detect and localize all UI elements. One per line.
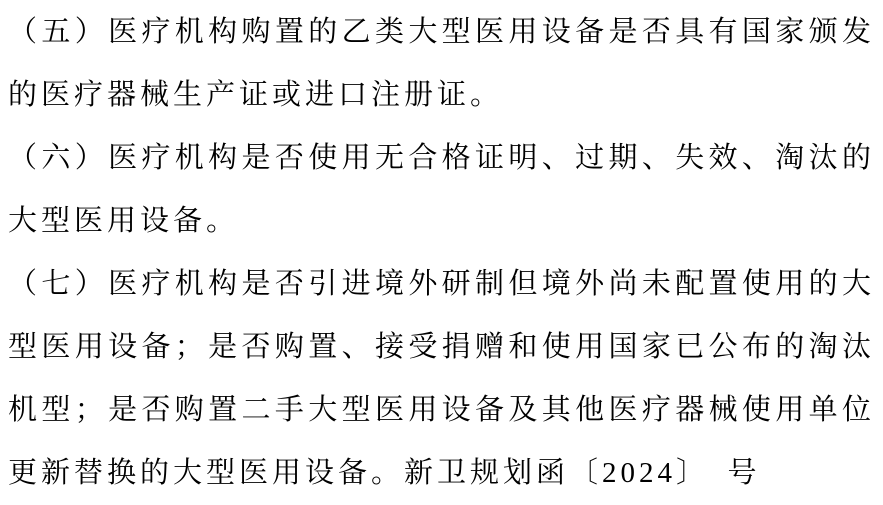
paragraph-item-7: （七）医疗机构是否引进境外研制但境外尚未配置使用的大型医用设备；是否购置、接受捐赠和使用国家已公布的淘汰机型；是否购置二手大型医用设备及其他医疗器械使用单位更新替换的大型医用设备。新卫规划函〔2024〕 号 [8,268,875,489]
paragraph-item-6: （六）医疗机构是否使用无合格证明、过期、失效、淘汰的大型医用设备。 [8,142,875,237]
paragraph-item-5: （五）医疗机构购置的乙类大型医用设备是否具有国家颁发的医疗器械生产证或进口注册证。 [8,16,875,111]
